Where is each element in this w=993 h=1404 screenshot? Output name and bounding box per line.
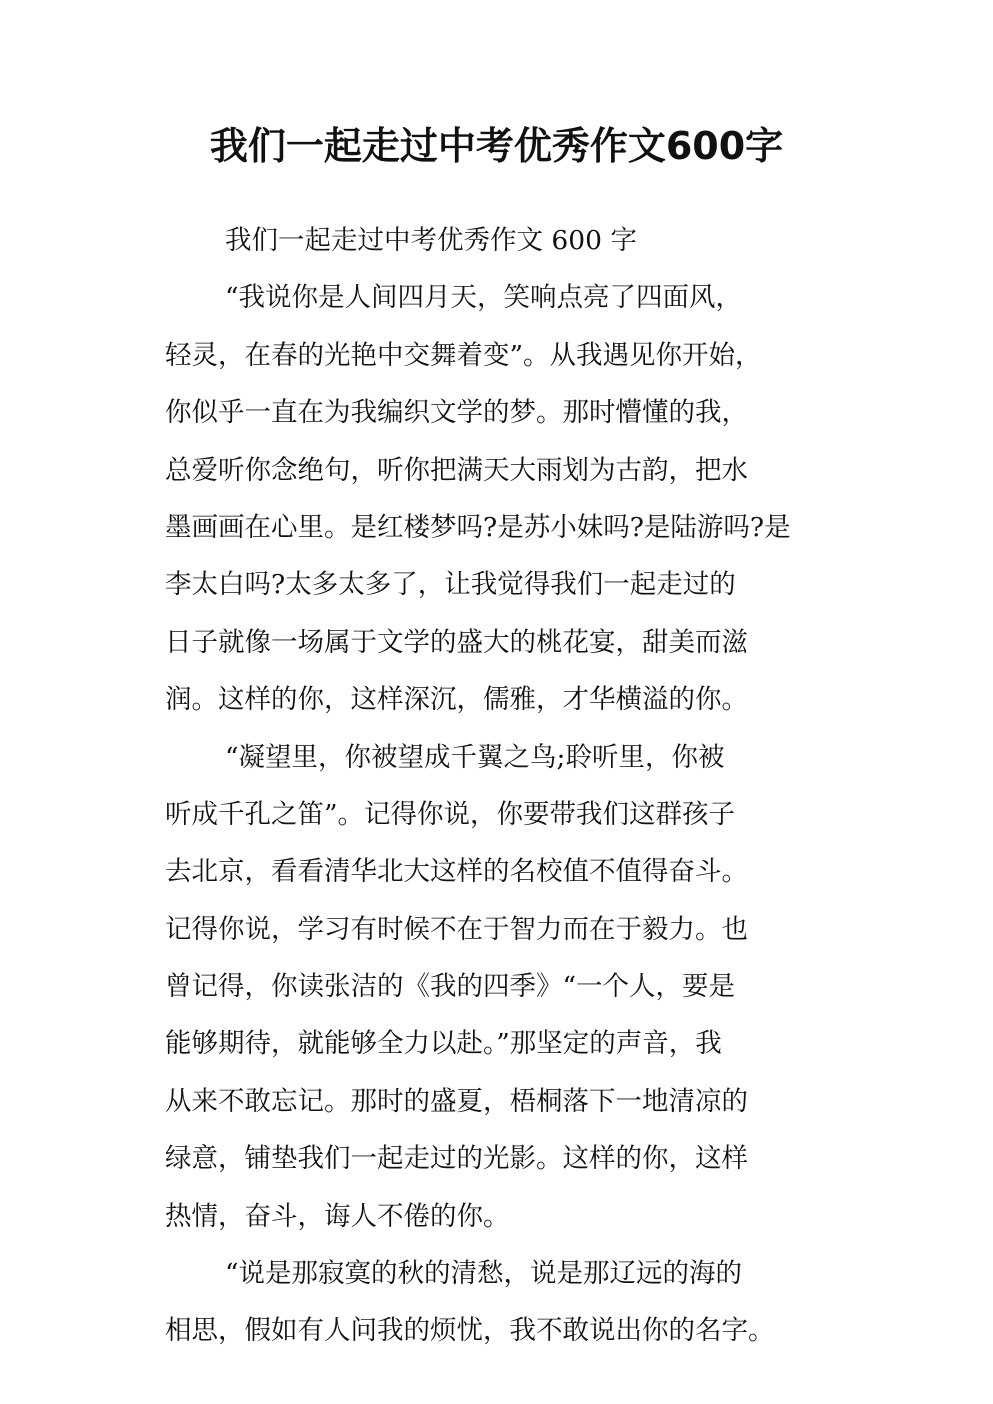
text-line: 能够期待，就能够全力以赴。”那坚定的声音，我 <box>165 1028 722 1060</box>
text-line: 相思，假如有人问我的烦忧，我不敢说出你的名字。 <box>165 1315 775 1347</box>
text-line: 李太白吗?太多太多了，让我觉得我们一起走过的 <box>165 569 736 601</box>
text-line: 从来不敢忘记。那时的盛夏，梧桐落下一地清凉的 <box>165 1085 748 1117</box>
text-line: “凝望里，你被望成千翼之鸟;聆听里，你被 <box>225 741 725 773</box>
text-line: 轻灵，在春的光艳中交舞着变”。从我遇见你开始， <box>165 339 762 371</box>
text-line: 我们一起走过中考优秀作文 600 字 <box>225 225 637 256</box>
text-line: 你似乎一直在为我编织文学的梦。那时懵懂的我， <box>165 397 748 429</box>
text-line: 记得你说，学习有时候不在于智力而在于毅力。也 <box>165 913 748 945</box>
text-line: 绿意，铺垫我们一起走过的光影。这样的你，这样 <box>165 1143 748 1175</box>
essay-body <box>165 212 865 1360</box>
text-line: 听成千孔之笛”。记得你说，你要带我们这群孩子 <box>165 798 736 830</box>
text-line: “说是那寂寞的秋的清愁，说是那辽远的海的 <box>225 1258 743 1290</box>
text-line: “我说你是人间四月天，笑响点亮了四面风， <box>225 282 743 314</box>
text-line: 日子就像一场属于文学的盛大的桃花宴，甜美而滋 <box>165 626 748 658</box>
text-line: 曾记得，你读张洁的《我的四季》“一个人，要是 <box>165 971 736 1003</box>
text-line: 润。这样的你，这样深沉，儒雅，才华横溢的你。 <box>165 684 748 716</box>
text-line: 墨画画在心里。是红楼梦吗?是苏小妹吗?是陆游吗?是 <box>165 511 791 543</box>
text-line: 去北京，看看清华北大这样的名校值不值得奋斗。 <box>165 856 748 888</box>
page-title: 我们一起走过中考优秀作文600字 <box>209 124 784 168</box>
text-line: 总爱听你念绝句，听你把满天大雨划为古韵，把水 <box>165 454 748 486</box>
text-line: 热情，奋斗，诲人不倦的你。 <box>165 1200 510 1232</box>
